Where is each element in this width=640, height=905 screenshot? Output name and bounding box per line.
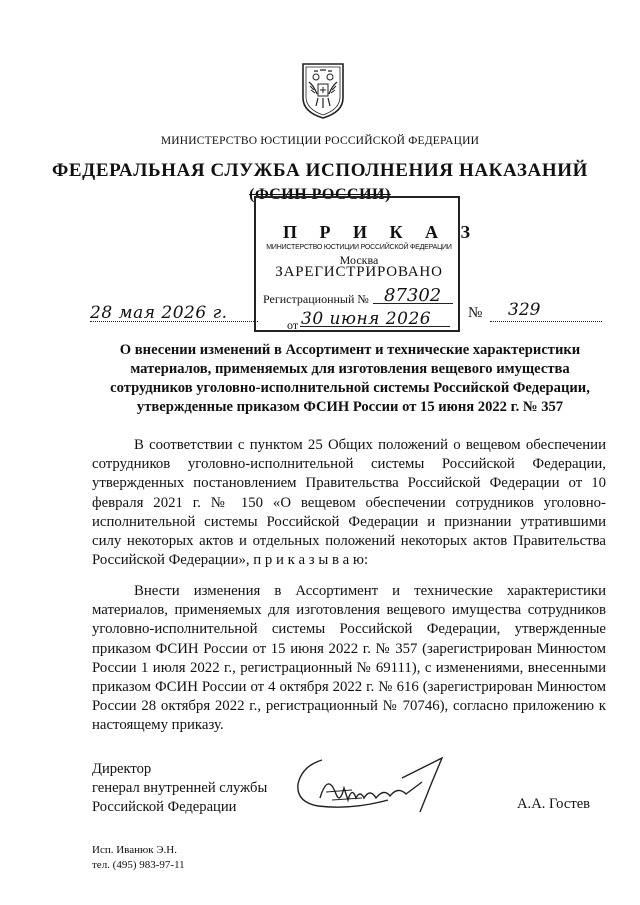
order-number-line [490, 321, 602, 322]
signer-name: А.А. Гостев [517, 796, 591, 812]
stamp-status: ЗАРЕГИСТРИРОВАНО [275, 264, 443, 280]
signer-position-line-2: генерал внутренней службы [92, 780, 268, 796]
order-number-label: № [468, 305, 483, 321]
handwritten-signature-icon [292, 752, 454, 820]
document-title: О внесении изменений в Ассортимент и технические характеристики материалов, применяемых для изготовления вещевого имущества сотрудников уголовно-исполнительной системы Российской Федерации, утвержденные приказом ФСИН России от 15 июня 2022 г. № 357 [110, 342, 590, 415]
stamp-city: Москва [339, 253, 379, 267]
order-number: 329 [508, 300, 541, 320]
state-emblem-icon [300, 60, 346, 120]
executor-info [92, 843, 185, 873]
stamp-date-label: от [287, 318, 299, 332]
order-date: 28 мая 2026 г. [90, 303, 228, 323]
stamp-number-label: Регистрационный № [263, 292, 369, 306]
stamp-date: 30 июня 2026 [301, 309, 432, 329]
body-paragraph-1: В соответствии с пунктом 25 Общих положений о вещевом обеспечении сотрудников уголовно-исполнительной системы Российской Федерации, утвержденных постановлением Правительства Российской Федерации от 10 февраля 2021 г. № 150 «О вещевом обеспечении сотрудников уголовно-исполнительной системы Российской Федерации и признании утратившими силу некоторых актов и отдельных положений некоторых актов Правительства Российской Федерации», п р и к а з ы в а ю: [92, 437, 606, 569]
stamp-number: 87302 [384, 285, 442, 306]
order-date-line [90, 321, 258, 322]
stamp-ministry: МИНИСТЕРСТВО ЮСТИЦИИ РОССИЙСКОЙ ФЕДЕРАЦИИ [266, 244, 452, 251]
document-type: П Р И К А З [283, 222, 480, 242]
signer-position [92, 760, 267, 817]
stamp-number-line [373, 303, 453, 304]
executor-name: Исп. Иванюк Э.Н. [92, 844, 177, 856]
body-paragraph-2: Внести изменения в Ассортимент и технические характеристики материалов, применяемых для изготовления вещевого имущества сотрудников уголовно-исполнительной системы Российской Федерации, утвержденные приказом ФСИН России от 15 июня 2022 г. № 357 (зарегистрирован Минюстом России 1 июля 2022 г., регистрационный № 69111), с изменениями, внесенными приказом ФСИН России от 4 октября 2022 г. № 616 (зарегистрирован Минюстом России 28 октября 2022 г., регистрационный № 70746), согласно приложению к настоящему приказу. [92, 583, 606, 734]
service-short-name: (ФСИН РОССИИ) [249, 186, 391, 203]
ministry-name: МИНИСТЕРСТВО ЮСТИЦИИ РОССИЙСКОЙ ФЕДЕРАЦИИ [160, 135, 480, 147]
signer-position-line-1: Директор [92, 761, 152, 777]
stamp-date-line [300, 326, 450, 327]
executor-phone: тел. (495) 983-97-11 [92, 859, 185, 871]
service-name: ФЕДЕРАЛЬНАЯ СЛУЖБА ИСПОЛНЕНИЯ НАКАЗАНИЙ [51, 160, 588, 181]
signer-position-line-3: Российской Федерации [92, 799, 237, 815]
